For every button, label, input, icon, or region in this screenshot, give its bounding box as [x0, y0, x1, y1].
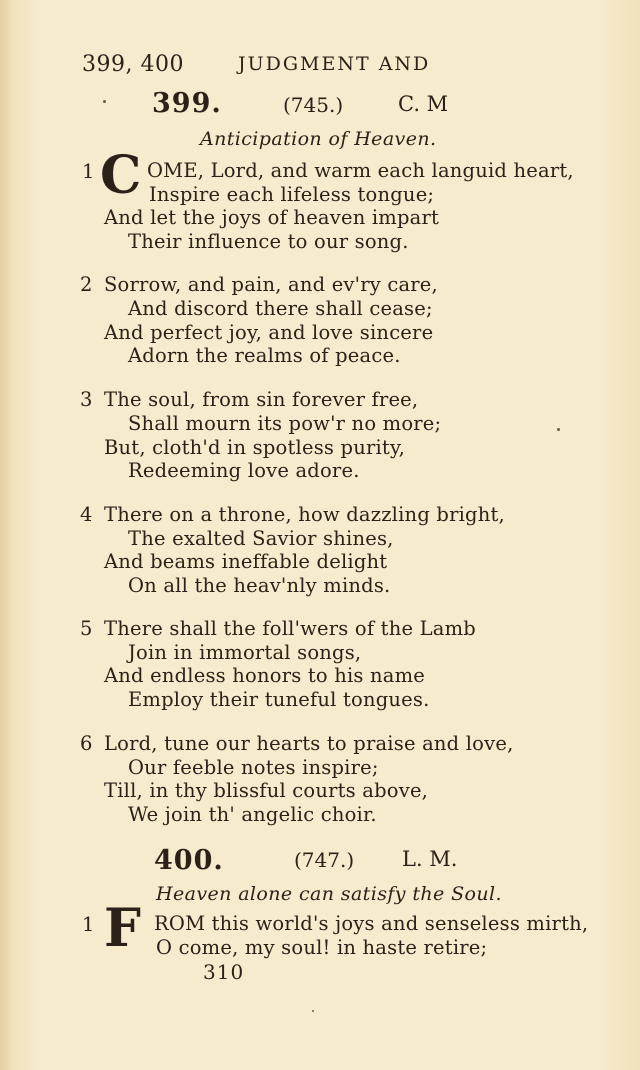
verse-number: 1: [82, 160, 95, 183]
verse-line: Our feeble notes inspire;: [128, 756, 379, 779]
verse-line: The soul, from sin forever free,: [104, 388, 419, 411]
verse-number: 1: [82, 913, 95, 936]
hymn-399-number: 399.: [152, 88, 222, 119]
verse-line: We join th' angelic choir.: [128, 803, 377, 826]
hymn-400-number: 400.: [154, 845, 224, 876]
verse-line: Inspire each lifeless tongue;: [149, 183, 435, 206]
ink-speck: [103, 100, 106, 103]
verse-line: And let the joys of heaven impart: [104, 206, 440, 229]
verse-line: Adorn the realms of peace.: [128, 344, 401, 367]
verse-line: Till, in thy blissful courts above,: [104, 779, 429, 802]
verse-number: 4: [80, 503, 93, 526]
hymn-400-title: Heaven alone can satisfy the Soul.: [156, 883, 502, 905]
ink-speck: [557, 428, 560, 431]
drop-cap: F: [104, 898, 141, 959]
page-range: 399, 400: [82, 52, 184, 77]
hymn-399-meter: C. M: [398, 92, 449, 116]
running-title: JUDGMENT AND: [238, 53, 431, 75]
verse-line: And discord there shall cease;: [128, 297, 433, 320]
hymn-399-alt-number: (745.): [283, 93, 344, 117]
verse-line: There shall the foll'wers of the Lamb: [104, 617, 476, 640]
hymn-400-alt-number: (747.): [294, 848, 355, 872]
verse-line: The exalted Savior shines,: [128, 527, 394, 550]
verse-number: 5: [80, 617, 93, 640]
verse-line: And perfect joy, and love sincere: [104, 321, 434, 344]
verse-line: On all the heav'nly minds.: [128, 574, 391, 597]
verse-line: Join in immortal songs,: [128, 641, 362, 664]
verse-line: Employ their tuneful tongues.: [128, 688, 430, 711]
verse-line: OME, Lord, and warm each languid heart,: [147, 159, 574, 182]
verse-number: 3: [80, 388, 93, 411]
verse-line: ROM this world's joys and senseless mirth,: [154, 912, 589, 935]
verse-line: Redeeming love adore.: [128, 459, 360, 482]
verse-line: Their influence to our song.: [128, 230, 409, 253]
verse-line: Sorrow, and pain, and ev'ry care,: [104, 273, 438, 296]
drop-cap: C: [100, 145, 142, 206]
verse-line: But, cloth'd in spotless purity,: [104, 436, 405, 459]
verse-line: O come, my soul! in haste retire;: [156, 936, 488, 959]
verse-number: 2: [80, 273, 93, 296]
ink-speck: [312, 1010, 314, 1012]
verse-number: 6: [80, 732, 93, 755]
verse-line: Lord, tune our hearts to praise and love,: [104, 732, 514, 755]
verse-line: And beams ineffable delight: [104, 550, 388, 573]
verse-line: And endless honors to his name: [104, 664, 426, 687]
hymn-399-title: Anticipation of Heaven.: [200, 128, 437, 150]
verse-line: Shall mourn its pow'r no more;: [128, 412, 442, 435]
hymn-400-meter: L. M.: [402, 847, 458, 871]
page-number: 310: [203, 960, 245, 984]
verse-line: There on a throne, how dazzling bright,: [104, 503, 505, 526]
